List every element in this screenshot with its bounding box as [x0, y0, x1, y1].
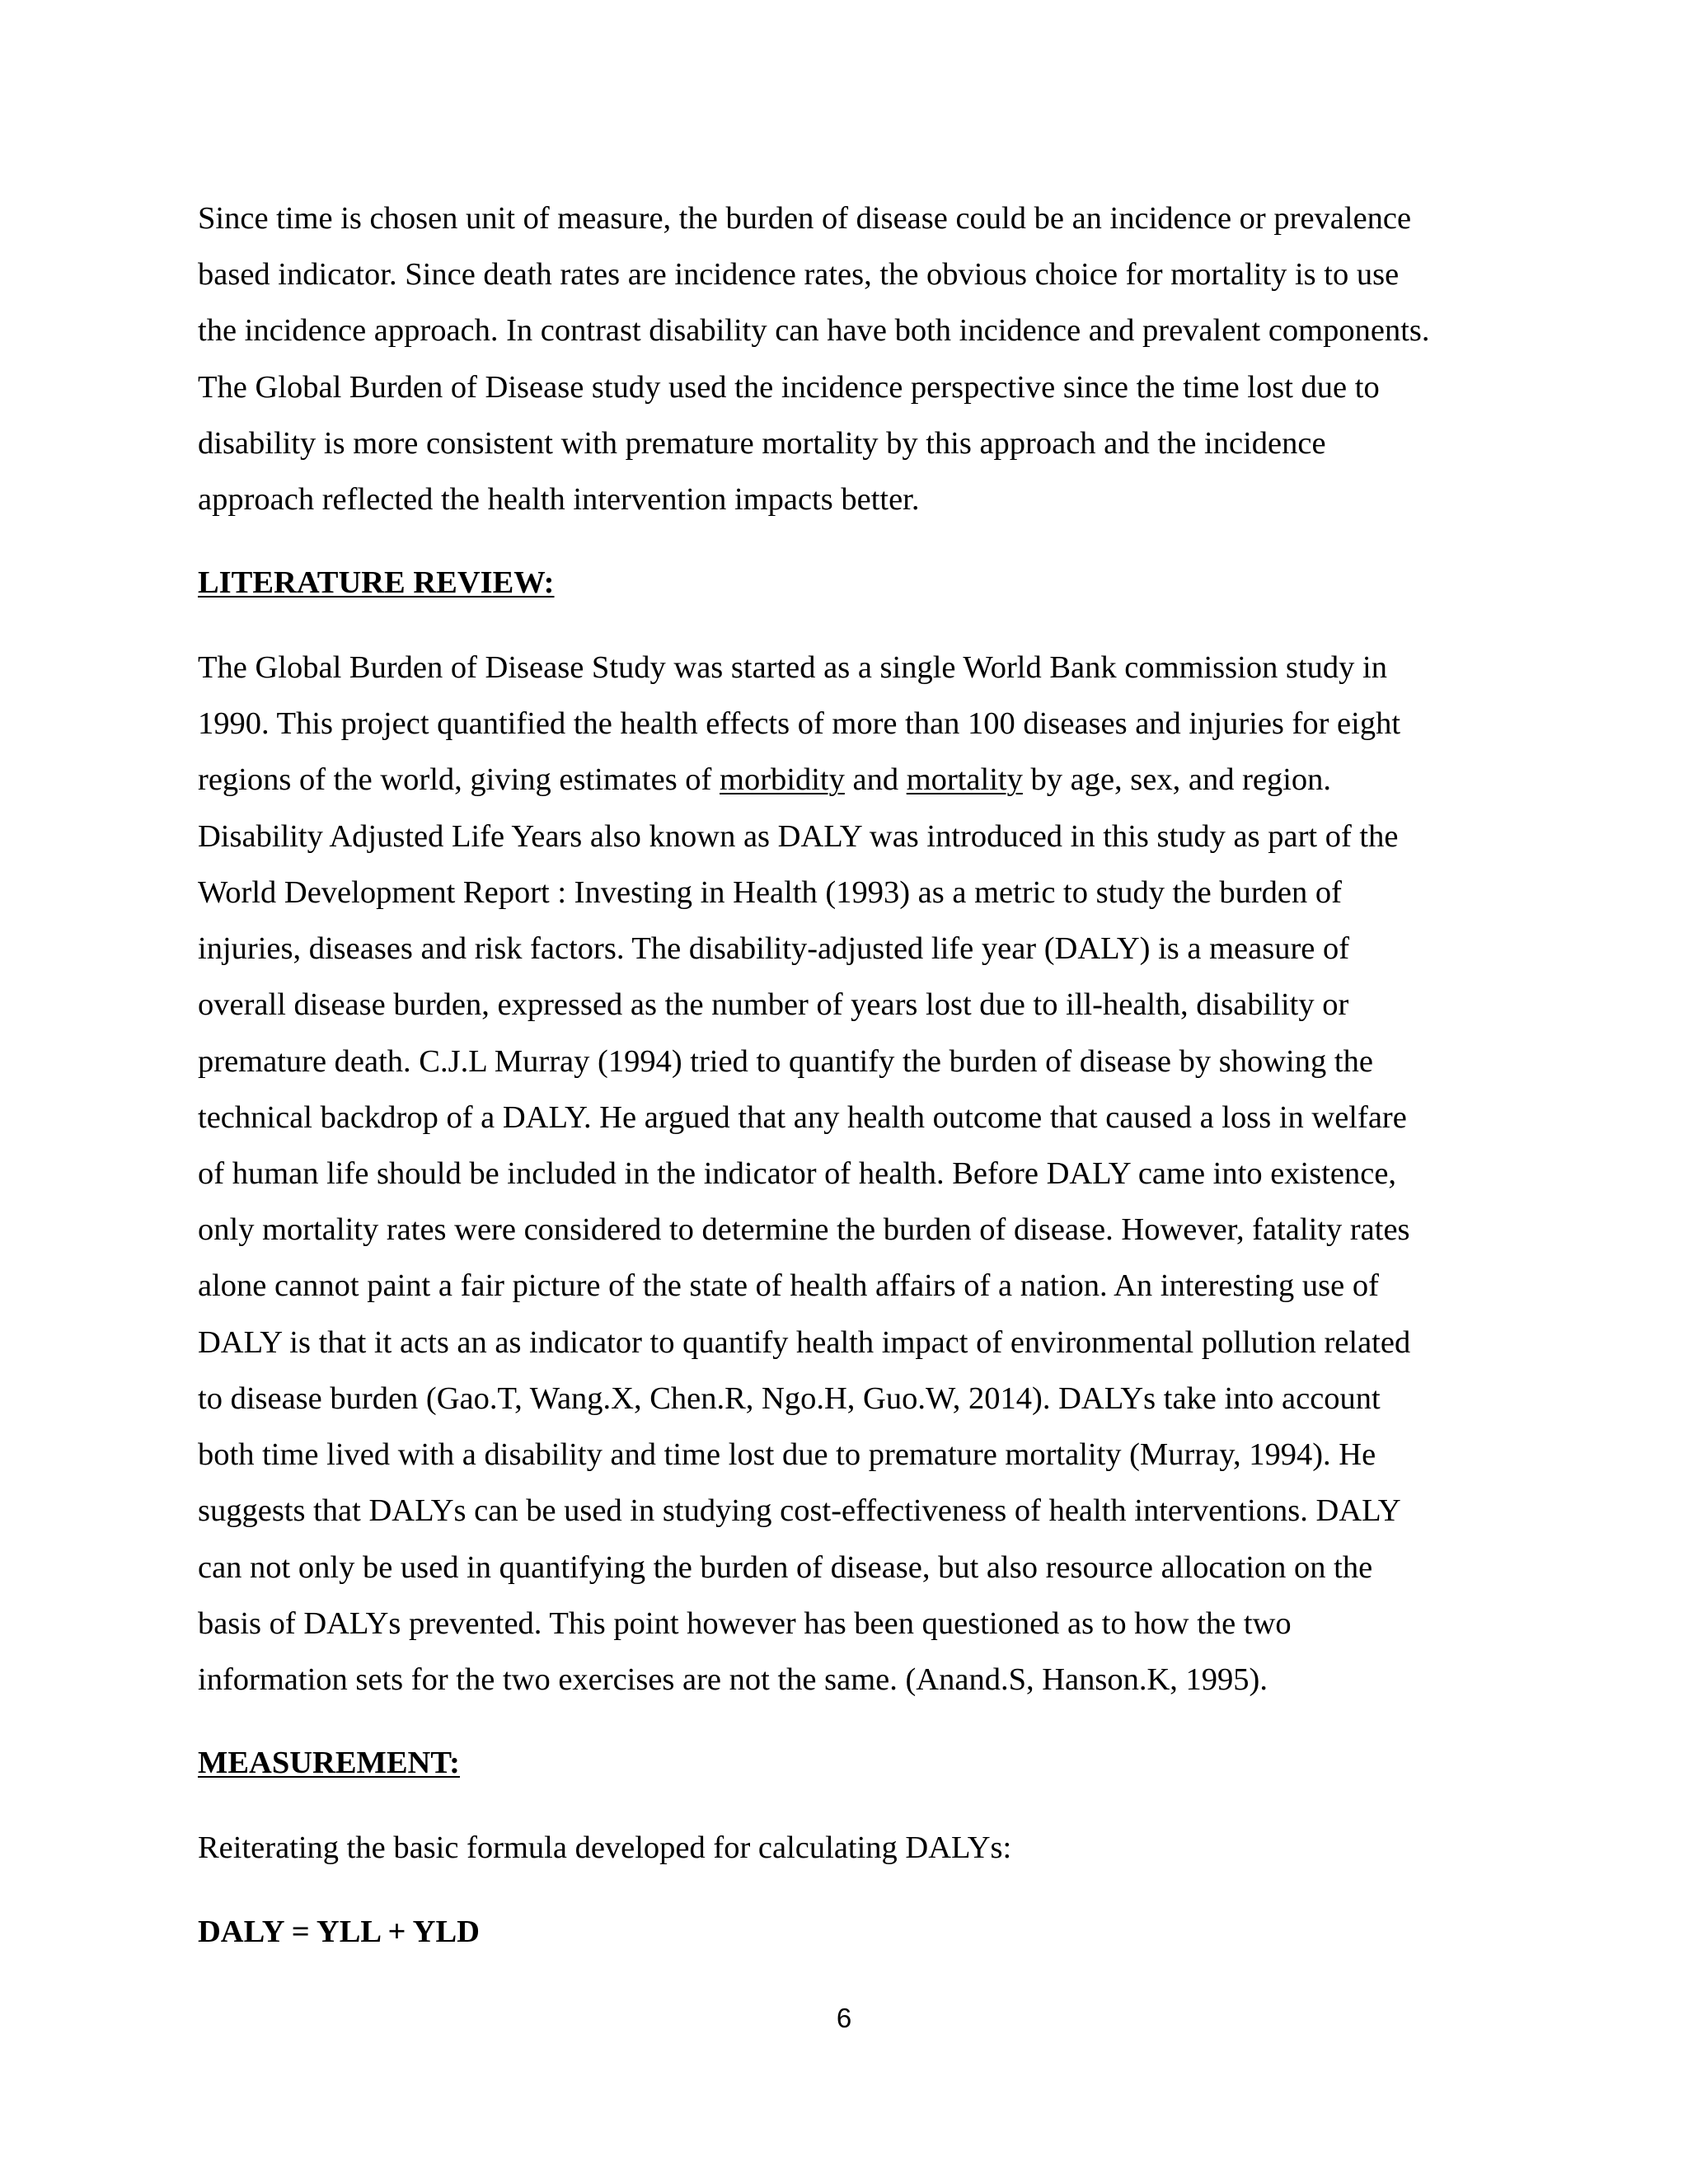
literature-line: The Global Burden of Disease Study was started as a single World Bank commission study in: [198, 650, 1387, 685]
daly-formula: DALY = YLL + YLD: [198, 1915, 480, 1949]
literature-review-heading: LITERATURE REVIEW:: [198, 565, 555, 600]
literature-line: technical backdrop of a DALY. He argued that any health outcome that caused a loss in welfare: [198, 1100, 1407, 1135]
literature-text: by age, sex, and region.: [1022, 762, 1332, 797]
intro-line: The Global Burden of Disease study used the incidence perspective since the time lost due to: [198, 370, 1380, 405]
intro-line: based indicator. Since death rates are incidence rates, the obvious choice for mortality is to use: [198, 257, 1400, 292]
literature-line-with-links: [198, 764, 1331, 796]
literature-line: World Development Report : Investing in Health (1993) as a metric to study the burden of: [198, 875, 1342, 910]
literature-line: can not only be used in quantifying the burden of disease, but also resource allocation on the: [198, 1550, 1373, 1585]
literature-line: alone cannot paint a fair picture of the state of health affairs of a nation. An interesting use of: [198, 1268, 1379, 1303]
literature-line: basis of DALYs prevented. This point however has been questioned as to how the two: [198, 1606, 1292, 1641]
literature-line: 1990. This project quantified the health effects of more than 100 diseases and injuries for eight: [198, 706, 1401, 741]
mortality-link[interactable]: mortality: [906, 762, 1023, 797]
intro-line: the incidence approach. In contrast disability can have both incidence and prevalent components.: [198, 313, 1430, 348]
intro-line: Since time is chosen unit of measure, the burden of disease could be an incidence or prevalence: [198, 201, 1412, 236]
literature-line: Disability Adjusted Life Years also known as DALY was introduced in this study as part of the: [198, 819, 1399, 854]
literature-line: overall disease burden, expressed as the number of years lost due to ill-health, disability or: [198, 987, 1349, 1022]
literature-line: DALY is that it acts an as indicator to quantify health impact of environmental pollution related: [198, 1325, 1411, 1360]
literature-line: premature death. C.J.L Murray (1994) tried to quantify the burden of disease by showing the: [198, 1044, 1373, 1079]
measurement-heading: MEASUREMENT:: [198, 1746, 460, 1780]
intro-line: approach reflected the health intervention impacts better.: [198, 482, 920, 517]
literature-line: to disease burden (Gao.T, Wang.X, Chen.R, Ngo.H, Guo.W, 2014). DALYs take into account: [198, 1381, 1381, 1416]
literature-line: information sets for the two exercises are not the same. (Anand.S, Hanson.K, 1995).: [198, 1662, 1268, 1697]
literature-line: only mortality rates were considered to determine the burden of disease. However, fatality rates: [198, 1212, 1410, 1247]
intro-line: disability is more consistent with premature mortality by this approach and the incidence: [198, 426, 1326, 461]
measurement-text: Reiterating the basic formula developed for calculating DALYs:: [198, 1830, 1012, 1865]
literature-line: suggests that DALYs can be used in studying cost-effectiveness of health interventions. DALY: [198, 1493, 1401, 1528]
literature-line: both time lived with a disability and time lost due to premature mortality (Murray, 1994). He: [198, 1437, 1376, 1472]
morbidity-link[interactable]: morbidity: [720, 762, 845, 797]
literature-line: injuries, diseases and risk factors. The disability-adjusted life year (DALY) is a measure of: [198, 931, 1350, 966]
literature-text: regions of the world, giving estimates of: [198, 762, 720, 797]
literature-line: of human life should be included in the indicator of health. Before DALY came into existence,: [198, 1156, 1397, 1191]
page-number: 6: [836, 2003, 852, 2033]
literature-text: and: [844, 762, 907, 797]
